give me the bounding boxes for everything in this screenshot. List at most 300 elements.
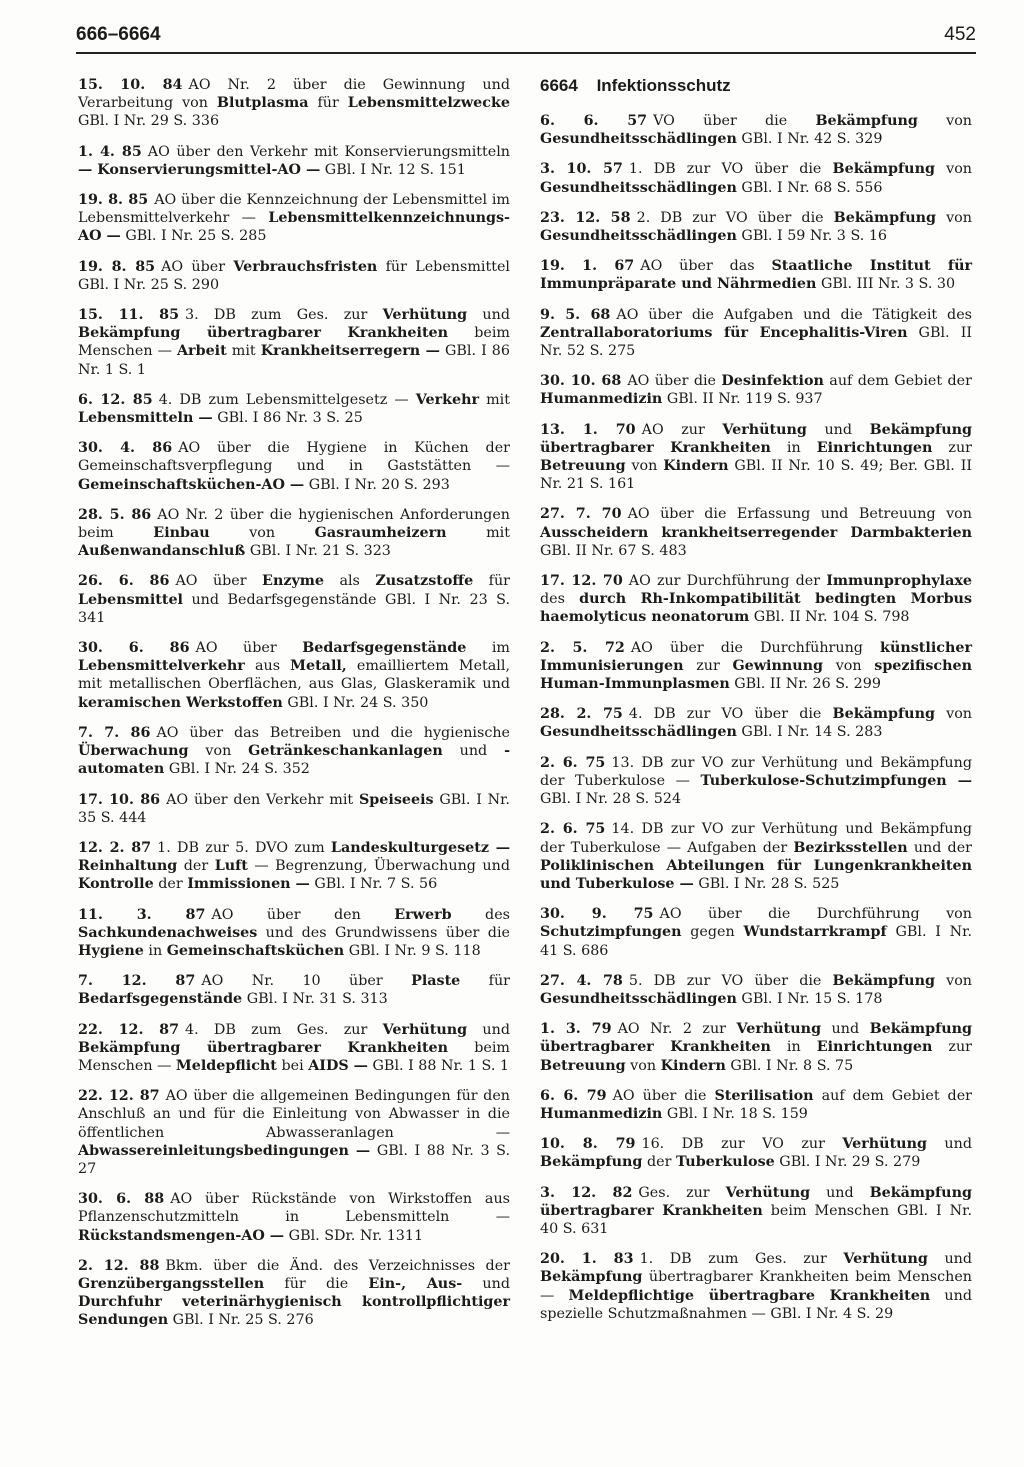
entry-text: GBl. I Nr. 35 S. 444 [78,791,510,826]
entry-keyword: Bekämpfung übertragbarer Krankheiten [540,421,972,456]
entry-text: aus [244,658,291,675]
legal-entry [78,76,510,131]
entry-keyword: Bekämpfung übertragbarer Krankheiten [540,1184,972,1219]
entry-text: von [934,161,973,178]
entry-text: in [770,1039,817,1056]
entry-text: für [473,573,510,590]
entry-keyword: Krankheitserregern — [260,343,440,360]
entry-date: 27. 7. 70 [540,506,622,523]
section-number: 6664 [540,76,578,95]
legal-entry [78,972,510,1008]
entry-keyword: Verhütung [382,307,468,324]
entry-keyword: Außenwandanschluß [78,543,246,560]
entry-keyword: Verhütung [843,1251,928,1268]
entry-keyword: Verkehr [415,391,480,408]
entry-text: der [177,858,215,875]
entry-text: und [442,743,505,760]
entry-text: und des Grundwissens über die [257,924,510,941]
section-range: 666–6664 [76,24,161,45]
legal-entry [78,1190,510,1245]
entry-text: VO über die [653,113,816,129]
entry-text: AO über den Verkehr mit [166,791,359,808]
entry-text: — Begrenzung, Überwachung und [247,858,510,875]
entry-text: und [926,1136,972,1153]
entry-date: 30. 6. 88 [78,1191,165,1208]
entry-text: von [209,525,315,542]
entry-keyword: Einrichtungen [816,1039,933,1056]
entry-keyword: keramischen Werkstoffen [78,694,283,711]
entry-text: in [770,439,817,456]
entry-text: AO zur [641,421,723,438]
entry-date: 3. 10. 57 [540,161,623,178]
entry-text: von [188,743,249,760]
entry-text: auf dem Gebiet der [813,1087,972,1104]
entry-text: und [806,421,870,438]
legal-entry [78,724,510,779]
entry-text: der [153,876,188,893]
entry-date: 2. 12. 88 [78,1257,160,1274]
entry-date: 1. 3. 79 [540,1021,612,1038]
entry-keyword: Immissionen — [187,876,310,893]
entry-keyword: Ein-, Aus- [368,1275,463,1292]
entry-keyword: Verbrauchsfristen [233,258,378,275]
legal-entry [540,905,972,960]
entry-keyword: Tuberkulose-Schutzimpfungen — [700,772,972,789]
entry-date: 17. 10. 86 [78,791,161,808]
entry-date: 20. 1. 83 [540,1251,634,1268]
entry-text: 1. DB zur VO über die [628,161,833,178]
entry-text: AO Nr. 2 über die hygienischen Anforderungen beim [78,506,510,542]
entry-text: von [934,972,973,989]
entry-keyword: Abwassereinleitungsbedingungen — [78,1142,371,1159]
header-rule [76,52,976,54]
entry-text: übertragbarer Krankheiten beim Menschen — [540,1269,972,1304]
entry-keyword: Lebensmittelzwecke [347,95,510,112]
entry-text: GBl. II Nr. 52 S. 275 [540,324,972,360]
entry-text: Bkm. über die Änd. des Verzeichnisses der [165,1257,510,1274]
entry-date: 19. 8. 85 [78,192,149,209]
entry-keyword: Metall, [290,658,347,675]
entry-text: von [934,706,973,723]
entry-date: 11. 3. 87 [78,906,206,923]
entry-date: 2. 6. 75 [540,821,606,838]
entry-keyword: Überwachung [78,743,189,760]
entry-keyword: Gemeinschaftsküchen [166,942,345,959]
legal-entry [540,306,972,361]
entry-keyword: Enzyme [262,573,324,590]
entry-text: AO über die Aufgaben und die Tätigkeit des [616,306,973,323]
entry-keyword: Poliklinischen Abteilungen für Lungenkrankheiten und Tuberkulose — [540,857,972,892]
entry-keyword: Erwerb [394,906,452,923]
entry-keyword: Tuberkulose [675,1154,775,1171]
entry-text: 1. DB zur 5. DVO zum [157,839,331,856]
entry-text: GBl. I Nr. 24 S. 350 [282,694,429,711]
entry-text: beim Menschen — [78,1039,510,1074]
entry-keyword: Bedarfsgegenstände [78,991,243,1008]
entry-text: und Bedarfsgegenstände GBl. I Nr. 23 S. 341 [78,591,510,626]
entry-text: AO über die Durchführung von [659,906,972,923]
entry-date: 30. 4. 86 [78,440,173,457]
entry-keyword: spezifischen Human-Immunplasmen [540,657,972,693]
entry-keyword: Bekämpfung übertragbarer Krankheiten [78,325,449,342]
entry-text: GBl. SDr. Nr. 1311 [284,1227,424,1244]
entry-date: 12. 2. 87 [78,839,152,856]
legal-entry [540,1135,972,1171]
entry-text: des [540,591,580,608]
entry-keyword: Verhütung [736,1021,822,1038]
legal-entry [540,1087,972,1123]
entry-text: GBl. I 59 Nr. 3 S. 16 [736,228,888,245]
entry-text: 14. DB zur VO zur Verhütung und Bekämpfung der Tuberkulose — Aufgaben der [540,821,972,856]
legal-entry [540,112,972,148]
entry-text: AO über die allgemeinen Bedingungen für den Anschluß an und für die Einleitung von Abwasser in die öffentlichen Abwasseranlagen — [78,1088,510,1141]
entry-text: von [936,209,972,226]
entry-date: 19. 8. 85 [78,258,156,275]
entry-text: und [467,307,510,324]
entry-text: in [143,942,167,959]
legal-entry [540,160,972,196]
entry-date: 22. 12. 87 [78,1088,160,1105]
entry-text: GBl. II Nr. 104 S. 798 [749,609,910,626]
entry-keyword: Gesundheitsschädlingen [540,228,737,245]
legal-entry [78,143,510,179]
entry-keyword: Zentrallaboratoriums für Encephalitis-Viren [540,324,908,341]
entry-keyword: künstlicher Immunisierungen [540,639,972,674]
entry-text: für Lebensmittel GBl. I Nr. 25 S. 290 [78,258,510,293]
legal-entry [540,209,972,245]
entry-text: GBl. II Nr. 26 S. 299 [729,676,881,693]
entry-text: und [462,1275,510,1292]
entry-keyword: Bekämpfung [815,113,918,129]
entry-text: GBl. I 86 Nr. 1 S. 1 [78,343,510,378]
entry-date: 7. 7. 86 [78,724,151,741]
legal-entry [540,372,972,408]
entry-text: GBl. I Nr. 18 S. 159 [662,1105,808,1122]
entry-text: mit [446,525,510,542]
entry-text: zur [932,439,973,456]
entry-text: 5. DB zur VO über die [628,972,833,989]
entry-text: von [917,113,973,129]
entry-date: 23. 12. 58 [540,209,631,226]
entry-date: 17. 12. 70 [540,573,623,590]
entry-text: und [467,1021,510,1038]
entry-keyword: Wundstarrkrampf [743,924,887,941]
entry-text: GBl. I Nr. 31 S. 313 [242,991,388,1008]
entry-date: 28. 5. 86 [78,506,152,523]
entry-keyword: Humanmedizin [540,1105,663,1122]
entry-text: beim Menschen — [78,325,510,360]
entry-text: GBl. I 86 Nr. 3 S. 25 [212,410,363,427]
entry-text: GBl. I Nr. 28 S. 525 [693,875,840,892]
entry-text: GBl. I Nr. 41 S. 686 [540,924,972,959]
entry-keyword: Bekämpfung [832,972,935,989]
entry-keyword: Humanmedizin [540,391,663,408]
entry-text: GBl. I Nr. 25 S. 276 [168,1312,314,1329]
entry-keyword: Gesundheitsschädlingen [540,724,737,741]
entry-text: AO Nr. 2 zur [617,1021,737,1038]
entry-keyword: Staatliche Institut für Immunpräparate und Nährmedien [540,258,972,293]
right-entries [540,112,972,1323]
entry-text: AO zur Durchführung der [628,573,827,590]
entry-keyword: Gesundheitsschädlingen [540,131,737,148]
entry-date: 30. 6. 86 [78,640,190,657]
entry-text: GBl. I Nr. 24 S. 352 [164,761,310,778]
entry-text: im [466,640,510,657]
entry-text: 13. DB zur VO zur Verhütung und Bekämpfung der Tuberkulose — [540,754,972,789]
page-header [76,24,976,52]
legal-entry [78,258,510,294]
entry-keyword: Sterilisation [714,1087,814,1104]
legal-entry [78,906,510,961]
entry-text: GBl. I Nr. 42 S. 329 [736,131,883,148]
entry-text: und [927,1251,973,1268]
left-column [78,76,510,1342]
entry-text: GBl. I 88 Nr. 3 S. 27 [78,1142,510,1177]
entry-keyword: Gasraumheizern [314,525,447,542]
entry-keyword: Verhütung [382,1021,468,1038]
entry-text: AO über [195,640,303,657]
entry-keyword: Bekämpfung [833,209,937,226]
entry-text: mit [226,343,261,360]
entry-text: bei [276,1057,309,1074]
entry-keyword: Immunprophylaxe [826,573,972,590]
entry-text: GBl. I Nr. 29 S. 336 [78,113,220,130]
entry-text: von [823,657,875,674]
legal-entry [78,572,510,627]
legal-entry [78,191,510,246]
legal-entry [78,791,510,827]
entry-text: GBl. III Nr. 3 S. 30 [816,276,956,293]
entry-date: 13. 1. 70 [540,421,636,438]
entry-text: AO über die Hygiene in Küchen der Gemeinschaftsverpflegung und in Gaststätten — [78,440,510,475]
entry-text: als [324,573,376,590]
entry-text: GBl. I Nr. 28 S. 524 [540,791,682,808]
entry-keyword: Rückstandsmengen-AO — [78,1227,285,1244]
legal-entry [540,639,972,694]
entry-date: 15. 11. 85 [78,307,180,324]
legal-entry [540,754,972,809]
entry-keyword: Lebensmittelkennzeichnungs-AO — [78,210,510,245]
entry-text: GBl. II Nr. 10 S. 49; Ber. GBl. II Nr. 21 S. 161 [540,458,972,493]
entry-date: 10. 8. 79 [540,1136,636,1153]
entry-text: GBl. I Nr. 7 S. 56 [309,876,438,893]
entry-text: GBl. II Nr. 119 S. 937 [662,391,823,408]
entry-text: und [810,1184,870,1201]
entry-keyword: — Konservierungsmittel-AO — [78,161,321,178]
entry-keyword: Desinfektion [721,373,824,390]
legal-entry [78,1087,510,1178]
entry-text: und [821,1021,870,1038]
entry-text: des [451,906,510,923]
entry-text: AO über den [211,906,395,923]
entry-text: GBl. I Nr. 14 S. 283 [736,724,883,741]
entry-keyword: Luft [214,858,248,875]
entry-text: gegen [681,924,744,941]
entry-keyword: Kontrolle [78,876,154,893]
entry-text: GBl. I Nr. 15 S. 178 [736,990,883,1007]
entry-text: und spezielle Schutzmaßnahmen — GBl. I Nr. 4 S. 29 [540,1287,972,1322]
entry-date: 15. 10. 84 [78,77,183,93]
entry-text: emailliertem Metall, mit metallischen Oberflächen, aus Glas, Glaskeramik und [78,658,510,693]
entry-text: GBl. I Nr. 9 S. 118 [344,942,481,959]
entry-keyword: Bedarfsgegenstände [302,640,467,657]
entry-date: 9. 5. 68 [540,306,611,323]
entry-text: zur [932,1039,973,1056]
entry-text: AO über die [612,1087,715,1104]
entry-keyword: -automaten [78,743,510,778]
entry-text: von [625,458,664,475]
entry-date: 7. 12. 87 [78,973,196,990]
entry-keyword: Lebensmitteln — [78,410,213,427]
legal-entry [78,1021,510,1076]
entry-text: beim Menschen GBl. I Nr. 40 S. 631 [540,1202,972,1237]
entry-text: GBl. I Nr. 29 S. 279 [774,1154,921,1171]
entry-date: 1. 4. 85 [78,143,142,160]
entry-date: 30. 10. 68 [540,373,622,390]
entry-text: AO über Rückstände von Wirkstoffen aus Pflanzenschutzmitteln in Lebensmitteln — [78,1191,510,1226]
entry-keyword: Gewinnung [732,657,824,674]
entry-date: 6. 12. 85 [78,391,153,408]
legal-entry [540,505,972,560]
entry-date: 27. 4. 78 [540,972,623,989]
legal-entry [78,1257,510,1330]
right-column [540,76,972,1335]
entry-keyword: Blutplasma [216,95,309,112]
entry-text: zur [683,657,733,674]
entry-text: AO über die Kennzeichnung der Lebensmittel im Lebensmittelverkehr — [78,192,510,227]
entry-text: AO über den Verkehr mit Konservierungsmitteln [147,143,511,160]
entry-date: 30. 9. 75 [540,906,654,923]
entry-text: GBl. I Nr. 21 S. 323 [245,543,391,560]
entry-keyword: Einrichtungen [816,439,933,456]
entry-text: AO über [175,573,263,590]
entry-text: GBl. I Nr. 25 S. 285 [120,228,267,245]
entry-text: AO über [161,258,234,275]
legal-entry [540,1020,972,1075]
entry-text: GBl. II Nr. 67 S. 483 [540,542,687,559]
entry-keyword: Gemeinschaftsküchen-AO — [78,476,305,493]
legal-entry [78,839,510,894]
entry-keyword: Grenzübergangsstellen [78,1275,265,1292]
entry-date: 6. 6. 79 [540,1087,607,1104]
entry-keyword: Ausscheidern krankheitserregender Darmbakterien [540,524,972,541]
entry-text: 16. DB zur VO zur [641,1136,843,1153]
entry-keyword: Zusatzstoffe [375,573,474,590]
entry-keyword: Bekämpfung übertragbarer Krankheiten [540,1021,973,1056]
entry-date: 2. 6. 75 [540,754,606,771]
legal-entry [78,439,510,494]
entry-date: 22. 12. 87 [78,1021,180,1038]
entry-text: auf dem Gebiet der [823,373,972,390]
entry-text: GBl. I Nr. 68 S. 556 [736,179,883,196]
entry-text: AO über die Durchführung [630,639,881,656]
entry-keyword: Schutzimpfungen [540,924,682,941]
entry-date: 6. 6. 57 [540,113,648,129]
page-number: 452 [944,24,976,45]
entry-keyword: Lebensmittelverkehr [78,658,245,675]
legal-entry [540,257,972,293]
entry-keyword: Bezirksstellen [793,839,908,856]
entry-text: AO über die Erfassung und Betreuung von [627,506,972,523]
entry-text: GBl. I 88 Nr. 1 S. 1 [367,1057,510,1074]
entry-keyword: Bekämpfung übertragbarer Krankheiten [78,1039,449,1056]
entry-keyword: Betreuung [540,458,626,475]
entry-keyword: Hygiene [78,942,144,959]
legal-entry [78,506,510,561]
entry-keyword: Kindern [663,458,729,475]
legal-entry [78,391,510,427]
entry-keyword: Arbeit [176,343,227,360]
entry-keyword: Meldepflicht [175,1057,277,1074]
entry-keyword: Durchfuhr veterinärhygienisch kontrollpflichtiger Sendungen [78,1294,510,1329]
entry-text: AO Nr. 10 über [201,973,412,990]
entry-text: Ges. zur [638,1184,726,1201]
entry-text: der [642,1154,676,1171]
entry-text: mit [479,391,510,408]
legal-entry [540,421,972,494]
legal-entry [540,572,972,627]
entry-text: GBl. I Nr. 20 S. 293 [304,476,450,493]
legal-entry [78,306,510,379]
legal-entry [78,639,510,712]
entry-text: 4. DB zum Ges. zur [185,1021,383,1038]
entry-date: 28. 2. 75 [540,706,623,723]
entry-text: 4. DB zum Lebensmittelgesetz — [158,391,416,408]
entry-keyword: Betreuung [540,1057,626,1074]
entry-keyword: Einbau [153,525,210,542]
entry-text: GBl. I Nr. 12 S. 151 [320,161,466,178]
entry-keyword: Plaste [411,973,461,990]
entry-keyword: Verhütung [842,1136,927,1153]
entry-text: GBl. I Nr. 8 S. 75 [725,1057,854,1074]
entry-keyword: Speiseeis [358,791,434,808]
entry-text: AO über das Betreiben und die hygienische [156,724,511,741]
entry-keyword: AIDS — [308,1057,368,1074]
entry-keyword: Lebensmittel [78,591,183,608]
entry-keyword: Gesundheitsschädlingen [540,990,737,1007]
entry-keyword: durch Rh-Inkompatibilität bedingten Morbus haemolyticus neonatorum [540,591,973,626]
legal-entry [540,820,972,893]
entry-text: von [625,1057,661,1074]
legal-entry [540,705,972,741]
entry-keyword: Kindern [660,1057,726,1074]
entry-date: 2. 5. 72 [540,639,625,656]
entry-date: 19. 1. 67 [540,258,635,275]
entry-text: 4. DB zur VO über die [628,706,833,723]
entry-keyword: Bekämpfung [540,1269,643,1286]
entry-keyword: Bekämpfung [540,1154,643,1171]
entry-keyword: Bekämpfung [832,161,935,178]
entry-keyword: Bekämpfung [832,706,935,723]
entry-text: AO über das [640,258,772,275]
entry-text: und der [907,839,972,856]
legal-entry [540,1184,972,1239]
entry-keyword: Gesundheitsschädlingen [540,179,737,196]
section-title: Infektionsschutz [596,76,731,95]
entry-date: 3. 12. 82 [540,1184,633,1201]
entry-text: 1. DB zum Ges. zur [639,1251,844,1268]
entry-keyword: Getränkeschankanlagen [248,743,443,760]
entry-text: für [308,95,348,112]
entry-text: AO über die [627,373,722,390]
section-heading [540,76,972,98]
entry-text: 2. DB zur VO über die [636,209,834,226]
entry-keyword: Meldepflichtige übertragbare Krankheiten [568,1287,931,1304]
entry-date: 26. 6. 86 [78,573,170,590]
entry-keyword: Verhütung [722,421,807,438]
entry-text: für [460,973,510,990]
legal-entry [540,1250,972,1323]
